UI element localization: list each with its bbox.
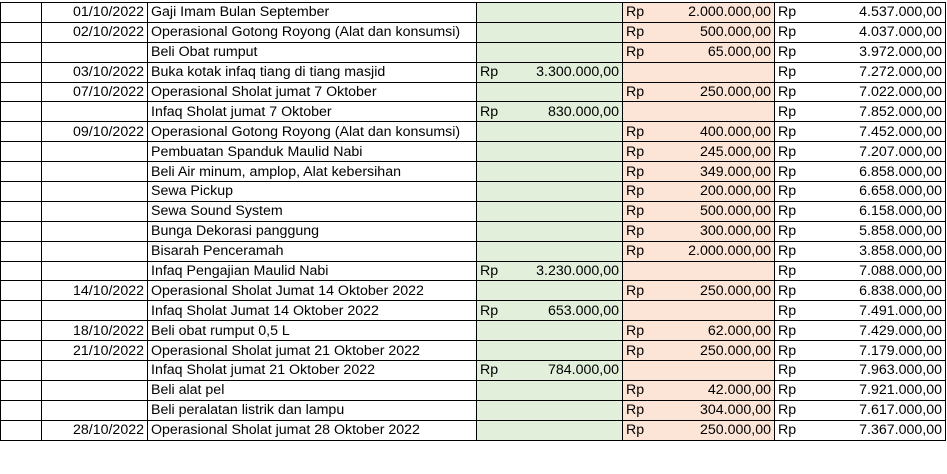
table-row bbox=[1, 82, 946, 102]
income-amount-cell[interactable] bbox=[513, 142, 623, 162]
expense-currency-cell[interactable]: Rp bbox=[623, 3, 661, 23]
balance-currency-cell[interactable]: Rp bbox=[775, 142, 817, 162]
income-currency-cell[interactable] bbox=[477, 162, 513, 182]
table-row bbox=[1, 400, 946, 420]
row-number-cell[interactable] bbox=[1, 261, 42, 281]
expense-currency-cell[interactable]: Rp bbox=[623, 380, 661, 400]
balance-amount-cell[interactable]: 6.838.000,00 bbox=[817, 281, 946, 301]
income-amount-cell[interactable]: 784.000,00 bbox=[513, 361, 623, 381]
row-number-cell[interactable] bbox=[1, 221, 42, 241]
date-cell[interactable] bbox=[42, 182, 148, 202]
expense-currency-cell[interactable]: Rp bbox=[623, 142, 661, 162]
income-amount-cell[interactable] bbox=[513, 380, 623, 400]
row-number-cell[interactable] bbox=[1, 361, 42, 381]
income-currency-cell[interactable] bbox=[477, 182, 513, 202]
expense-currency-cell[interactable]: Rp bbox=[623, 201, 661, 221]
balance-amount-cell[interactable]: 7.617.000,00 bbox=[817, 400, 946, 420]
balance-amount-cell[interactable]: 3.858.000,00 bbox=[817, 241, 946, 261]
description-cell[interactable]: Operasional Sholat jumat 21 Oktober 2022 bbox=[148, 341, 477, 361]
balance-amount-cell[interactable]: 6.158.000,00 bbox=[817, 201, 946, 221]
expense-amount-cell[interactable]: 250.000,00 bbox=[661, 341, 775, 361]
date-cell[interactable]: 09/10/2022 bbox=[42, 122, 148, 142]
expense-amount-cell[interactable]: 250.000,00 bbox=[661, 281, 775, 301]
balance-amount-cell[interactable]: 7.429.000,00 bbox=[817, 321, 946, 341]
balance-amount-cell[interactable]: 7.207.000,00 bbox=[817, 142, 946, 162]
expense-amount-cell[interactable] bbox=[661, 102, 775, 122]
table-row bbox=[1, 221, 946, 241]
ledger-body bbox=[1, 3, 946, 441]
balance-amount-cell[interactable]: 7.963.000,00 bbox=[817, 361, 946, 381]
expense-amount-cell[interactable] bbox=[661, 361, 775, 381]
description-cell[interactable]: Pembuatan Spanduk Maulid Nabi bbox=[148, 142, 477, 162]
ledger-table bbox=[0, 2, 946, 441]
balance-amount-cell[interactable]: 7.022.000,00 bbox=[817, 82, 946, 102]
income-amount-cell[interactable]: 830.000,00 bbox=[513, 102, 623, 122]
income-currency-cell[interactable]: Rp bbox=[477, 102, 513, 122]
income-currency-cell[interactable]: Rp bbox=[477, 361, 513, 381]
income-currency-cell[interactable] bbox=[477, 82, 513, 102]
table-row bbox=[1, 62, 946, 82]
row-number-cell[interactable] bbox=[1, 22, 42, 42]
expense-currency-cell[interactable]: Rp bbox=[623, 241, 661, 261]
expense-amount-cell[interactable]: 500.000,00 bbox=[661, 22, 775, 42]
description-cell[interactable]: Infaq Sholat Jumat 14 Oktober 2022 bbox=[148, 301, 477, 321]
balance-currency-cell[interactable]: Rp bbox=[775, 162, 817, 182]
expense-currency-cell[interactable]: Rp bbox=[623, 420, 661, 440]
row-number-cell[interactable] bbox=[1, 301, 42, 321]
row-number-cell[interactable] bbox=[1, 380, 42, 400]
expense-currency-cell[interactable]: Rp bbox=[623, 42, 661, 62]
balance-currency-cell[interactable]: Rp bbox=[775, 241, 817, 261]
table-row bbox=[1, 261, 946, 281]
description-cell[interactable]: Sewa Sound System bbox=[148, 201, 477, 221]
table-row bbox=[1, 162, 946, 182]
row-number-cell[interactable] bbox=[1, 82, 42, 102]
balance-amount-cell[interactable]: 7.852.000,00 bbox=[817, 102, 946, 122]
date-cell[interactable] bbox=[42, 361, 148, 381]
date-cell[interactable] bbox=[42, 162, 148, 182]
income-amount-cell[interactable] bbox=[513, 241, 623, 261]
expense-currency-cell[interactable] bbox=[623, 62, 661, 82]
income-amount-cell[interactable] bbox=[513, 201, 623, 221]
income-amount-cell[interactable] bbox=[513, 3, 623, 23]
description-cell[interactable]: Gaji Imam Bulan September bbox=[148, 3, 477, 23]
income-currency-cell[interactable] bbox=[477, 42, 513, 62]
row-number-cell[interactable] bbox=[1, 102, 42, 122]
date-cell[interactable] bbox=[42, 400, 148, 420]
description-cell[interactable]: Infaq Pengajian Maulid Nabi bbox=[148, 261, 477, 281]
balance-currency-cell[interactable]: Rp bbox=[775, 380, 817, 400]
expense-amount-cell[interactable]: 2.000.000,00 bbox=[661, 3, 775, 23]
description-cell[interactable]: Sewa Pickup bbox=[148, 182, 477, 202]
income-amount-cell[interactable] bbox=[513, 400, 623, 420]
expense-amount-cell[interactable]: 300.000,00 bbox=[661, 221, 775, 241]
expense-currency-cell[interactable]: Rp bbox=[623, 221, 661, 241]
description-cell[interactable]: Beli Air minum, amplop, Alat kebersihan bbox=[148, 162, 477, 182]
expense-amount-cell[interactable] bbox=[661, 301, 775, 321]
income-currency-cell[interactable] bbox=[477, 241, 513, 261]
expense-currency-cell[interactable]: Rp bbox=[623, 281, 661, 301]
balance-currency-cell[interactable]: Rp bbox=[775, 122, 817, 142]
table-row bbox=[1, 321, 946, 341]
row-number-cell[interactable] bbox=[1, 122, 42, 142]
income-currency-cell[interactable] bbox=[477, 380, 513, 400]
balance-amount-cell[interactable]: 7.088.000,00 bbox=[817, 261, 946, 281]
date-cell[interactable] bbox=[42, 261, 148, 281]
date-cell[interactable]: 07/10/2022 bbox=[42, 82, 148, 102]
expense-amount-cell[interactable]: 245.000,00 bbox=[661, 142, 775, 162]
expense-currency-cell[interactable] bbox=[623, 102, 661, 122]
table-row bbox=[1, 341, 946, 361]
balance-amount-cell[interactable]: 3.972.000,00 bbox=[817, 42, 946, 62]
table-row bbox=[1, 420, 946, 440]
description-cell[interactable]: Operasional Gotong Royong (Alat dan konsumsi) bbox=[148, 22, 477, 42]
table-row bbox=[1, 241, 946, 261]
balance-amount-cell[interactable]: 7.452.000,00 bbox=[817, 122, 946, 142]
table-row bbox=[1, 102, 946, 122]
balance-currency-cell[interactable]: Rp bbox=[775, 261, 817, 281]
row-number-cell[interactable] bbox=[1, 281, 42, 301]
income-amount-cell[interactable] bbox=[513, 22, 623, 42]
expense-currency-cell[interactable] bbox=[623, 261, 661, 281]
balance-amount-cell[interactable]: 5.858.000,00 bbox=[817, 221, 946, 241]
balance-currency-cell[interactable]: Rp bbox=[775, 400, 817, 420]
income-currency-cell[interactable] bbox=[477, 400, 513, 420]
expense-currency-cell[interactable]: Rp bbox=[623, 82, 661, 102]
table-row bbox=[1, 22, 946, 42]
date-cell[interactable]: 14/10/2022 bbox=[42, 281, 148, 301]
expense-currency-cell[interactable] bbox=[623, 301, 661, 321]
income-amount-cell[interactable] bbox=[513, 182, 623, 202]
income-amount-cell[interactable] bbox=[513, 221, 623, 241]
balance-currency-cell[interactable]: Rp bbox=[775, 102, 817, 122]
expense-currency-cell[interactable]: Rp bbox=[623, 162, 661, 182]
expense-currency-cell[interactable]: Rp bbox=[623, 122, 661, 142]
row-number-cell[interactable] bbox=[1, 182, 42, 202]
expense-amount-cell[interactable] bbox=[661, 261, 775, 281]
expense-amount-cell[interactable]: 200.000,00 bbox=[661, 182, 775, 202]
row-number-cell[interactable] bbox=[1, 201, 42, 221]
income-currency-cell[interactable] bbox=[477, 122, 513, 142]
expense-amount-cell[interactable]: 349.000,00 bbox=[661, 162, 775, 182]
income-currency-cell[interactable] bbox=[477, 341, 513, 361]
income-amount-cell[interactable]: 653.000,00 bbox=[513, 301, 623, 321]
date-cell[interactable]: 18/10/2022 bbox=[42, 321, 148, 341]
date-cell[interactable] bbox=[42, 380, 148, 400]
description-cell[interactable]: Beli peralatan listrik dan lampu bbox=[148, 400, 477, 420]
description-cell[interactable]: Bunga Dekorasi panggung bbox=[148, 221, 477, 241]
balance-currency-cell[interactable]: Rp bbox=[775, 301, 817, 321]
date-cell[interactable] bbox=[42, 102, 148, 122]
table-row bbox=[1, 122, 946, 142]
date-cell[interactable]: 28/10/2022 bbox=[42, 420, 148, 440]
description-cell[interactable]: Infaq Sholat jumat 7 Oktober bbox=[148, 102, 477, 122]
expense-currency-cell[interactable] bbox=[623, 361, 661, 381]
balance-currency-cell[interactable]: Rp bbox=[775, 281, 817, 301]
balance-currency-cell[interactable]: Rp bbox=[775, 62, 817, 82]
balance-currency-cell[interactable]: Rp bbox=[775, 3, 817, 23]
balance-currency-cell[interactable]: Rp bbox=[775, 221, 817, 241]
description-cell[interactable]: Operasional Sholat jumat 28 Oktober 2022 bbox=[148, 420, 477, 440]
table-row bbox=[1, 42, 946, 62]
income-currency-cell[interactable] bbox=[477, 321, 513, 341]
income-currency-cell[interactable] bbox=[477, 22, 513, 42]
expense-amount-cell[interactable]: 250.000,00 bbox=[661, 420, 775, 440]
income-currency-cell[interactable] bbox=[477, 3, 513, 23]
expense-amount-cell[interactable]: 62.000,00 bbox=[661, 321, 775, 341]
balance-currency-cell[interactable]: Rp bbox=[775, 82, 817, 102]
table-row bbox=[1, 301, 946, 321]
balance-currency-cell[interactable]: Rp bbox=[775, 420, 817, 440]
income-amount-cell[interactable] bbox=[513, 122, 623, 142]
balance-amount-cell[interactable]: 7.491.000,00 bbox=[817, 301, 946, 321]
expense-amount-cell[interactable]: 500.000,00 bbox=[661, 201, 775, 221]
balance-amount-cell[interactable]: 4.537.000,00 bbox=[817, 3, 946, 23]
row-number-cell[interactable] bbox=[1, 321, 42, 341]
expense-amount-cell[interactable]: 400.000,00 bbox=[661, 122, 775, 142]
income-amount-cell[interactable] bbox=[513, 42, 623, 62]
date-cell[interactable] bbox=[42, 201, 148, 221]
income-amount-cell[interactable]: 3.300.000,00 bbox=[513, 62, 623, 82]
income-currency-cell[interactable] bbox=[477, 142, 513, 162]
description-cell[interactable]: Infaq Sholat jumat 21 Oktober 2022 bbox=[148, 361, 477, 381]
expense-currency-cell[interactable]: Rp bbox=[623, 400, 661, 420]
date-cell[interactable] bbox=[42, 241, 148, 261]
date-cell[interactable]: 02/10/2022 bbox=[42, 22, 148, 42]
income-currency-cell[interactable] bbox=[477, 281, 513, 301]
row-number-cell[interactable] bbox=[1, 400, 42, 420]
row-number-cell[interactable] bbox=[1, 3, 42, 23]
expense-amount-cell[interactable]: 42.000,00 bbox=[661, 380, 775, 400]
balance-amount-cell[interactable]: 7.367.000,00 bbox=[817, 420, 946, 440]
description-cell[interactable]: Beli alat pel bbox=[148, 380, 477, 400]
income-amount-cell[interactable] bbox=[513, 341, 623, 361]
income-currency-cell[interactable] bbox=[477, 420, 513, 440]
row-number-cell[interactable] bbox=[1, 162, 42, 182]
expense-amount-cell[interactable]: 2.000.000,00 bbox=[661, 241, 775, 261]
date-cell[interactable]: 21/10/2022 bbox=[42, 341, 148, 361]
income-currency-cell[interactable] bbox=[477, 221, 513, 241]
row-number-cell[interactable] bbox=[1, 142, 42, 162]
description-cell[interactable]: Beli obat rumput 0,5 L bbox=[148, 321, 477, 341]
table-row bbox=[1, 3, 946, 23]
balance-amount-cell[interactable]: 7.272.000,00 bbox=[817, 62, 946, 82]
balance-amount-cell[interactable]: 7.921.000,00 bbox=[817, 380, 946, 400]
income-amount-cell[interactable] bbox=[513, 420, 623, 440]
date-cell[interactable]: 03/10/2022 bbox=[42, 62, 148, 82]
balance-currency-cell[interactable]: Rp bbox=[775, 341, 817, 361]
description-cell[interactable]: Buka kotak infaq tiang di tiang masjid bbox=[148, 62, 477, 82]
date-cell[interactable]: 01/10/2022 bbox=[42, 3, 148, 23]
balance-amount-cell[interactable]: 6.858.000,00 bbox=[817, 162, 946, 182]
expense-amount-cell[interactable] bbox=[661, 62, 775, 82]
row-number-cell[interactable] bbox=[1, 42, 42, 62]
table-row bbox=[1, 142, 946, 162]
table-row bbox=[1, 380, 946, 400]
balance-currency-cell[interactable]: Rp bbox=[775, 321, 817, 341]
expense-currency-cell[interactable]: Rp bbox=[623, 341, 661, 361]
description-cell[interactable]: Operasional Sholat jumat 7 Oktober bbox=[148, 82, 477, 102]
balance-currency-cell[interactable]: Rp bbox=[775, 201, 817, 221]
expense-currency-cell[interactable]: Rp bbox=[623, 321, 661, 341]
income-amount-cell[interactable] bbox=[513, 82, 623, 102]
table-row bbox=[1, 201, 946, 221]
expense-amount-cell[interactable]: 304.000,00 bbox=[661, 400, 775, 420]
description-cell[interactable]: Operasional Sholat Jumat 14 Oktober 2022 bbox=[148, 281, 477, 301]
table-row bbox=[1, 361, 946, 381]
expense-currency-cell[interactable]: Rp bbox=[623, 182, 661, 202]
income-amount-cell[interactable] bbox=[513, 162, 623, 182]
income-currency-cell[interactable]: Rp bbox=[477, 62, 513, 82]
balance-currency-cell[interactable]: Rp bbox=[775, 361, 817, 381]
income-amount-cell[interactable] bbox=[513, 321, 623, 341]
balance-currency-cell[interactable]: Rp bbox=[775, 42, 817, 62]
expense-amount-cell[interactable]: 65.000,00 bbox=[661, 42, 775, 62]
income-amount-cell[interactable]: 3.230.000,00 bbox=[513, 261, 623, 281]
income-amount-cell[interactable] bbox=[513, 281, 623, 301]
description-cell[interactable]: Beli Obat rumput bbox=[148, 42, 477, 62]
date-cell[interactable] bbox=[42, 301, 148, 321]
income-currency-cell[interactable] bbox=[477, 201, 513, 221]
row-number-cell[interactable] bbox=[1, 420, 42, 440]
table-row bbox=[1, 281, 946, 301]
expense-currency-cell[interactable]: Rp bbox=[623, 22, 661, 42]
row-number-cell[interactable] bbox=[1, 62, 42, 82]
balance-amount-cell[interactable]: 4.037.000,00 bbox=[817, 22, 946, 42]
balance-amount-cell[interactable]: 6.658.000,00 bbox=[817, 182, 946, 202]
date-cell[interactable] bbox=[42, 221, 148, 241]
row-number-cell[interactable] bbox=[1, 241, 42, 261]
date-cell[interactable] bbox=[42, 42, 148, 62]
balance-amount-cell[interactable]: 7.179.000,00 bbox=[817, 341, 946, 361]
table-row bbox=[1, 182, 946, 202]
income-currency-cell[interactable]: Rp bbox=[477, 261, 513, 281]
description-cell[interactable]: Operasional Gotong Royong (Alat dan konsumsi) bbox=[148, 122, 477, 142]
date-cell[interactable] bbox=[42, 142, 148, 162]
expense-amount-cell[interactable]: 250.000,00 bbox=[661, 82, 775, 102]
balance-currency-cell[interactable]: Rp bbox=[775, 22, 817, 42]
row-number-cell[interactable] bbox=[1, 341, 42, 361]
description-cell[interactable]: Bisarah Penceramah bbox=[148, 241, 477, 261]
balance-currency-cell[interactable]: Rp bbox=[775, 182, 817, 202]
income-currency-cell[interactable]: Rp bbox=[477, 301, 513, 321]
